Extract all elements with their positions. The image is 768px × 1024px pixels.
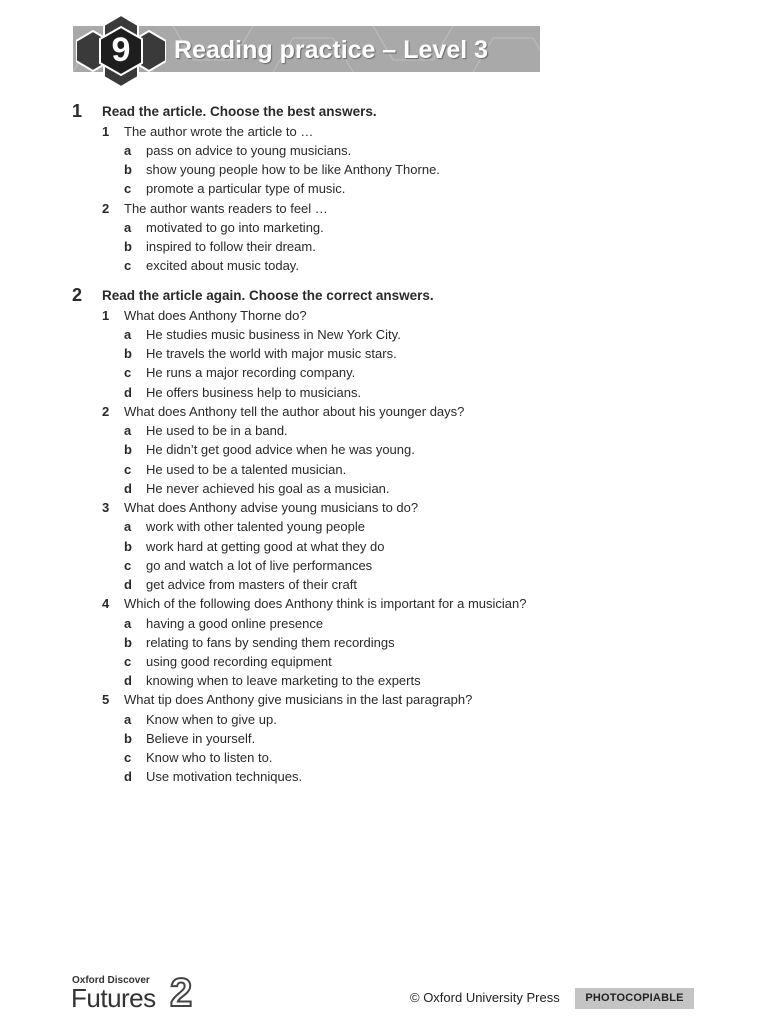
- option-letter: c: [124, 558, 132, 573]
- question-text: The author wants readers to feel …: [124, 201, 328, 216]
- option-text: knowing when to leave marketing to the experts: [146, 673, 421, 688]
- logo-word: Futures: [71, 983, 156, 1013]
- option-letter: a: [124, 519, 132, 534]
- exercise-instruction: Read the article again. Choose the correct answers.: [102, 288, 434, 303]
- question-number: 1: [102, 308, 110, 323]
- option-text: Know when to give up.: [146, 712, 277, 727]
- photocopiable-label: PHOTOCOPIABLE: [575, 988, 694, 1009]
- page-title: Reading practice – Level 3: [174, 36, 489, 64]
- question-number: 1: [102, 124, 110, 139]
- option-letter: a: [124, 616, 132, 631]
- unit-badge: [76, 13, 166, 89]
- option-text: He used to be in a band.: [146, 423, 288, 438]
- option-text: inspired to follow their dream.: [146, 239, 316, 254]
- option-text: relating to fans by sending them recordings: [146, 635, 395, 650]
- option-letter: c: [124, 750, 132, 765]
- option-text: promote a particular type of music.: [146, 181, 346, 196]
- option-text: having a good online presence: [146, 616, 324, 631]
- option-text: pass on advice to young musicians.: [146, 143, 352, 158]
- option-letter: b: [124, 346, 132, 361]
- option-letter: c: [124, 365, 132, 380]
- option-letter: a: [124, 327, 132, 342]
- oxford-discover-futures-logo: [71, 971, 202, 1015]
- option-letter: d: [124, 769, 132, 784]
- option-text: using good recording equipment: [146, 654, 332, 669]
- option-text: excited about music today.: [146, 258, 299, 273]
- option-text: motivated to go into marketing.: [146, 220, 324, 235]
- option-text: He travels the world with major music stars.: [146, 346, 397, 361]
- option-text: He offers business help to musicians.: [146, 385, 362, 400]
- option-text: He used to be a talented musician.: [146, 462, 347, 477]
- option-text: Know who to listen to.: [146, 750, 273, 765]
- option-text: show young people how to be like Anthony Thorne.: [146, 162, 440, 177]
- option-letter: a: [124, 143, 132, 158]
- option-letter: d: [124, 385, 132, 400]
- option-letter: d: [124, 673, 132, 688]
- option-text: He never achieved his goal as a musician.: [146, 481, 390, 496]
- option-letter: c: [124, 258, 132, 273]
- unit-number: 9: [111, 31, 131, 69]
- option-letter: a: [124, 220, 132, 235]
- exercise-number: 1: [72, 101, 83, 121]
- option-letter: d: [124, 481, 132, 496]
- question-number: 3: [102, 500, 110, 515]
- option-text: work with other talented young people: [146, 519, 365, 534]
- question-text: What does Anthony tell the author about his younger days?: [124, 404, 465, 419]
- copyright-notice: © Oxford University Press: [410, 990, 560, 1005]
- question-number: 4: [102, 596, 110, 611]
- option-letter: c: [124, 462, 132, 477]
- logo-series-name: Oxford Discover: [72, 975, 150, 986]
- option-letter: b: [124, 442, 132, 457]
- question-number: 2: [102, 404, 110, 419]
- option-letter: d: [124, 577, 132, 592]
- option-text: He runs a major recording company.: [146, 365, 356, 380]
- option-letter: b: [124, 239, 132, 254]
- question-text: The author wrote the article to …: [124, 124, 314, 139]
- option-text: Believe in yourself.: [146, 731, 256, 746]
- option-letter: c: [124, 181, 132, 196]
- option-letter: b: [124, 635, 132, 650]
- option-text: Use motivation techniques.: [146, 769, 303, 784]
- option-letter: b: [124, 731, 132, 746]
- question-text: What tip does Anthony give musicians in the last paragraph?: [124, 692, 473, 707]
- option-letter: a: [124, 423, 132, 438]
- option-text: get advice from masters of their craft: [146, 577, 357, 592]
- exercise-instruction: Read the article. Choose the best answers.: [102, 104, 377, 119]
- option-letter: a: [124, 712, 132, 727]
- question-text: What does Anthony Thorne do?: [124, 308, 307, 323]
- option-letter: c: [124, 654, 132, 669]
- option-text: go and watch a lot of live performances: [146, 558, 373, 573]
- exercise-number: 2: [72, 285, 83, 305]
- question-text: Which of the following does Anthony think is important for a musician?: [124, 596, 527, 611]
- option-letter: b: [124, 539, 132, 554]
- option-text: work hard at getting good at what they do: [146, 539, 385, 554]
- question-number: 2: [102, 201, 110, 216]
- question-text: What does Anthony advise young musicians to do?: [124, 500, 419, 515]
- option-text: He didn’t get good advice when he was young.: [146, 442, 415, 457]
- option-letter: b: [124, 162, 132, 177]
- question-number: 5: [102, 692, 110, 707]
- logo-level-number: 2: [170, 971, 193, 1015]
- option-text: He studies music business in New York City.: [146, 327, 401, 342]
